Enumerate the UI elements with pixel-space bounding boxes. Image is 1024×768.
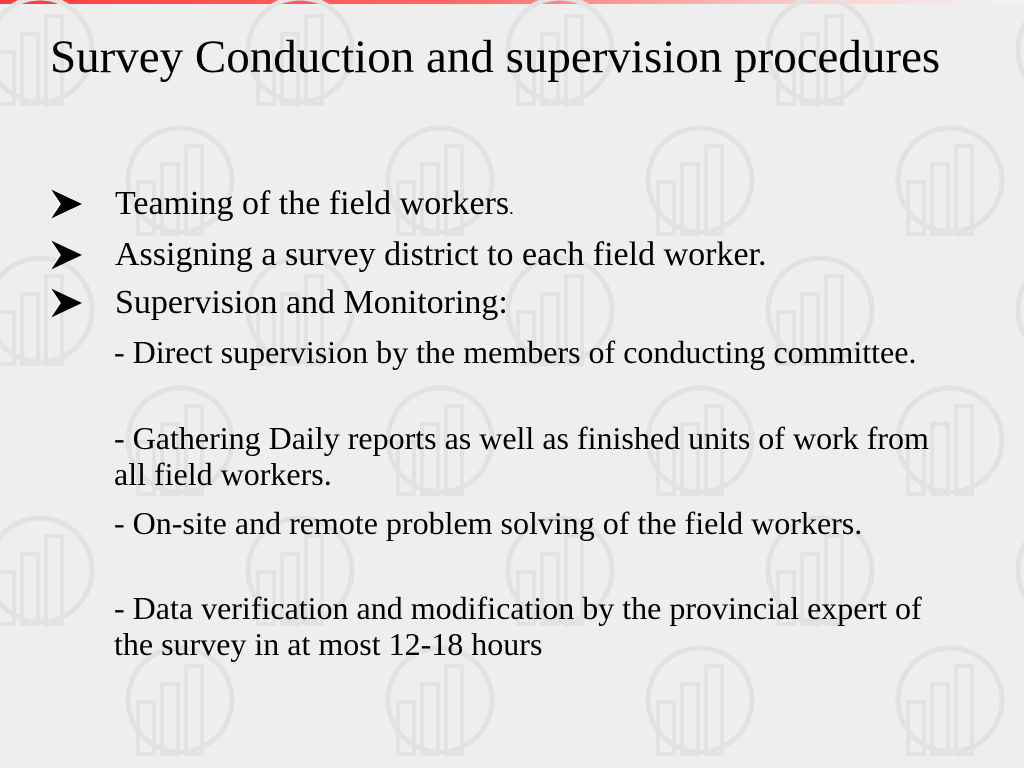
- bullet-text-suffix: .: [509, 198, 514, 218]
- arrowhead-bullet-icon: [48, 286, 84, 320]
- sub-item: - On-site and remote problem solving of the field workers.: [114, 505, 863, 541]
- arrowhead-bullet-icon: [48, 238, 84, 272]
- arrowhead-bullet-icon: [48, 187, 84, 221]
- bullet-text: [115, 185, 514, 227]
- bullet-text: Supervision and Monitoring:: [115, 284, 508, 321]
- sub-item: - Direct supervision by the members of conducting committee.: [114, 334, 917, 370]
- bullet-text: Assigning a survey district to each field worker.: [115, 236, 767, 273]
- bullet-text-main: Teaming of the field workers: [115, 185, 510, 222]
- sub-item: - Gathering Daily reports as well as finished units of work from all field workers.: [114, 420, 929, 492]
- sub-item: - Data verification and modification by the provincial expert of the survey in at most 12-18 hours: [114, 590, 922, 662]
- slide-title: Survey Conduction and supervision procedures: [50, 31, 941, 83]
